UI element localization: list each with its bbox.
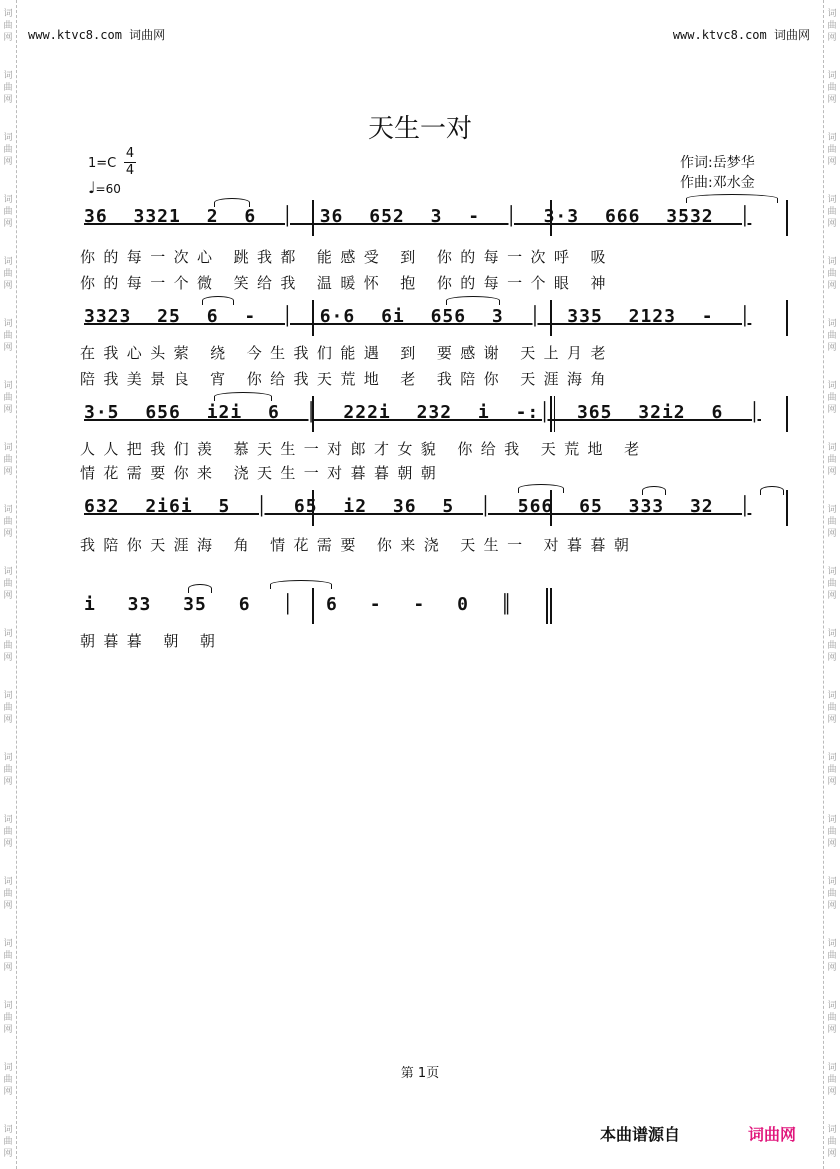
right-watermark-strip <box>823 0 840 1169</box>
source-label: 本曲谱源自 <box>600 1125 681 1144</box>
header-url-right-text[interactable]: www.ktvc8.com <box>672 28 767 42</box>
watermark-glyphs: 词 曲 网 <box>827 629 837 663</box>
slur-mark <box>642 486 666 495</box>
watermark-glyphs: 词 曲 网 <box>827 71 837 105</box>
barline <box>786 200 788 236</box>
watermark-glyphs: 词 曲 网 <box>3 505 13 539</box>
lyric-row-4-verse-1: 我陪你天涯海 角 情花需要 你来浇 天生一 对暮暮朝 <box>80 536 638 554</box>
lyric-row-2-verse-1: 在我心头萦 绕 今生我们能遇 到 要感谢 天上月老 <box>80 344 614 362</box>
watermark-glyphs: 词 曲 网 <box>3 1063 13 1097</box>
watermark-glyphs: 词 曲 网 <box>3 443 13 477</box>
slur-mark <box>446 296 500 305</box>
watermark-glyphs: 词 曲 网 <box>3 133 13 167</box>
watermark-glyphs: 词 曲 网 <box>827 381 837 415</box>
lyricist-credit: 作词:岳梦华 <box>680 155 755 171</box>
lyric-row-1-verse-2: 你的每一个微 笑给我 温暖怀 抱 你的每一个眼 神 <box>80 274 614 292</box>
watermark-glyphs: 词 曲 网 <box>827 939 837 973</box>
watermark-glyphs: 词 曲 网 <box>827 753 837 787</box>
notation-row-1: 36 3321 2 6 │ 36 652 3 - │ 3·3 666 3532 │ <box>84 206 752 227</box>
watermark-glyphs: 词 曲 网 <box>827 1063 837 1097</box>
watermark-glyphs: 词 曲 网 <box>827 877 837 911</box>
final-barline <box>550 588 552 624</box>
watermark-glyphs: 词 曲 网 <box>3 877 13 911</box>
watermark-glyphs: 词 曲 网 <box>827 257 837 291</box>
lyric-row-3-verse-1: 人人把我们羡 慕天生一对郎才女貌 你给我 天荒地 老 <box>80 440 648 458</box>
slur-mark <box>202 296 234 305</box>
staff-row-3 <box>80 396 790 436</box>
tempo-value: =60 <box>95 182 121 196</box>
watermark-glyphs: 词 曲 网 <box>3 1001 13 1035</box>
header-url-left[interactable] <box>28 26 165 43</box>
slur-mark <box>188 584 212 593</box>
barline <box>786 300 788 336</box>
slur-mark <box>270 580 332 589</box>
watermark-glyphs: 词 曲 网 <box>3 815 13 849</box>
slur-mark <box>760 486 784 495</box>
tempo-marking <box>88 178 121 197</box>
lyric-row-3-verse-2: 情花需要你来 浇天生一对暮暮朝朝 <box>80 464 445 482</box>
composer-credit: 作曲:邓水金 <box>680 175 755 191</box>
header-site-left: 词曲网 <box>129 28 166 42</box>
time-sig-top: 4 <box>125 146 135 161</box>
staff-row-2 <box>80 300 790 340</box>
notation-row-3: 3·5 656 i2i 6 │ 222i 232 i -:│ 365 32i2 6 │ <box>84 402 761 423</box>
slur-mark <box>518 484 564 493</box>
watermark-glyphs: 词 曲 网 <box>827 691 837 725</box>
page-number: 第 1页 <box>400 1066 440 1081</box>
watermark-glyphs: 词 曲 网 <box>3 1125 13 1159</box>
watermark-glyphs: 词 曲 网 <box>3 195 13 229</box>
lyric-row-2-verse-2: 陪我美景良 宵 你给我天荒地 老 我陪你 天涯海角 <box>80 370 614 388</box>
key-signature: 1=C <box>88 156 117 171</box>
slur-mark <box>214 392 272 401</box>
site-brand-link[interactable]: 词曲网 <box>748 1125 797 1144</box>
watermark-glyphs: 词 曲 网 <box>827 1125 837 1159</box>
watermark-glyphs: 词 曲 网 <box>3 691 13 725</box>
watermark-glyphs: 词 曲 网 <box>3 257 13 291</box>
watermark-glyphs: 词 曲 网 <box>827 195 837 229</box>
barline <box>786 396 788 432</box>
watermark-glyphs: 词 曲 网 <box>827 133 837 167</box>
watermark-glyphs: 词 曲 网 <box>3 319 13 353</box>
lyric-row-1-verse-1: 你的每一次心 跳我都 能感受 到 你的每一次呼 吸 <box>80 248 614 266</box>
notation-row-4: 632 2i6i 5 │ 65 i2 36 5 │ 566 65 333 32 │ <box>84 496 752 517</box>
notation-row-5: i 33 35 6 │ 6 - - 0 ║ <box>84 594 513 615</box>
watermark-glyphs: 词 曲 网 <box>3 71 13 105</box>
barline <box>786 490 788 526</box>
staff-row-5 <box>80 588 790 628</box>
watermark-glyphs: 词 曲 网 <box>3 9 13 43</box>
watermark-glyphs: 词 曲 网 <box>827 9 837 43</box>
watermark-glyphs: 词 曲 网 <box>827 505 837 539</box>
watermark-glyphs: 词 曲 网 <box>827 1001 837 1035</box>
header-url-left-text[interactable]: www.ktvc8.com <box>28 28 122 42</box>
watermark-glyphs: 词 曲 网 <box>827 443 837 477</box>
final-barline <box>546 588 548 624</box>
time-signature <box>124 146 136 179</box>
watermark-glyphs: 词 曲 网 <box>3 381 13 415</box>
watermark-glyphs: 词 曲 网 <box>827 567 837 601</box>
staff-row-4 <box>80 490 790 530</box>
notation-row-2: 3323 25 6 - │ 6·6 6i 656 3 │ 335 2123 - │ <box>84 306 752 327</box>
quarter-note-icon: ♩ <box>88 178 96 197</box>
watermark-glyphs: 词 曲 网 <box>3 753 13 787</box>
watermark-glyphs: 词 曲 网 <box>827 319 837 353</box>
lyric-row-5-verse-1: 朝暮暮 朝 朝 <box>80 632 224 650</box>
header-site-right: 词曲网 <box>773 28 810 42</box>
left-watermark-strip <box>0 0 17 1169</box>
watermark-glyphs: 词 曲 网 <box>3 939 13 973</box>
watermark-glyphs: 词 曲 网 <box>3 567 13 601</box>
header-url-right[interactable] <box>673 26 810 43</box>
watermark-glyphs: 词 曲 网 <box>3 629 13 663</box>
slur-mark <box>686 194 778 203</box>
watermark-glyphs: 词 曲 网 <box>827 815 837 849</box>
song-title: 天生一对 <box>367 114 472 144</box>
staff-row-1 <box>80 200 790 240</box>
time-sig-bottom: 4 <box>125 163 135 178</box>
